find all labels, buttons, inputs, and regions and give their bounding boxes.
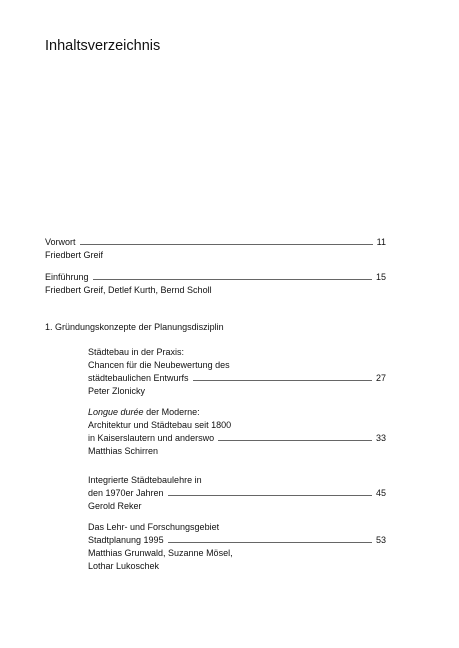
- page-number: 53: [375, 535, 386, 545]
- entry-title: Einführung: [45, 272, 89, 282]
- page-number: 27: [375, 373, 386, 383]
- entry-title-line: Das Lehr- und Forschungsgebiet: [88, 522, 220, 532]
- entry-title-line: Städtebau in der Praxis:: [88, 347, 185, 357]
- toc-subentry: [88, 406, 386, 458]
- leader-line: [193, 380, 372, 381]
- entry-authors: Lothar Lukoschek: [88, 561, 160, 571]
- page-number: 33: [375, 433, 386, 443]
- leader-line: [80, 244, 373, 245]
- leader-line: [168, 495, 372, 496]
- entry-authors: Matthias Grunwald, Suzanne Mösel,: [88, 548, 233, 558]
- page-title: Inhaltsverzeichnis: [45, 38, 161, 54]
- toc-subentry: [88, 346, 386, 398]
- toc-entry-einfuehrung: [45, 271, 386, 297]
- toc-line: [88, 487, 386, 500]
- leader-line: [218, 440, 372, 441]
- entry-title-line: in Kaiserslautern und anderswo: [88, 433, 215, 443]
- entry-title-line: städtebaulichen Entwurfs: [88, 373, 189, 383]
- entry-authors: Friedbert Greif: [45, 250, 104, 260]
- entry-title-line: Stadtplanung 1995: [88, 535, 164, 545]
- toc-subentry: [88, 474, 386, 513]
- section-heading: 1. Gründungskonzepte der Planungsdisziplin: [45, 322, 224, 332]
- toc-line: [88, 432, 386, 445]
- toc-line: [45, 236, 386, 249]
- entry-authors: Matthias Schirren: [88, 446, 159, 456]
- page-number: 15: [375, 272, 386, 282]
- page-number: 11: [376, 237, 386, 247]
- entry-title: Vorwort: [45, 237, 76, 247]
- entry-title-line: Chancen für die Neubewertung des: [88, 360, 230, 370]
- entry-authors: Gerold Reker: [88, 501, 142, 511]
- toc-entry-vorwort: [45, 236, 386, 262]
- entry-authors: Friedbert Greif, Detlef Kurth, Bernd Scholl: [45, 285, 212, 295]
- entry-title-line: Integrierte Städtebaulehre in: [88, 475, 202, 485]
- toc-line: [45, 271, 386, 284]
- entry-authors: Peter Zlonicky: [88, 386, 146, 396]
- toc-subentry: [88, 521, 386, 573]
- entry-title-line: [88, 406, 386, 419]
- toc-line: [88, 534, 386, 547]
- entry-title-line: Architektur und Städtebau seit 1800: [88, 420, 232, 430]
- leader-line: [168, 542, 372, 543]
- italic-title: Longue durée: [88, 407, 144, 417]
- leader-line: [93, 279, 372, 280]
- entry-title-rest: der Moderne:: [143, 407, 200, 417]
- toc-line: [88, 372, 386, 385]
- page-number: 45: [375, 488, 386, 498]
- entry-title-line: den 1970er Jahren: [88, 488, 164, 498]
